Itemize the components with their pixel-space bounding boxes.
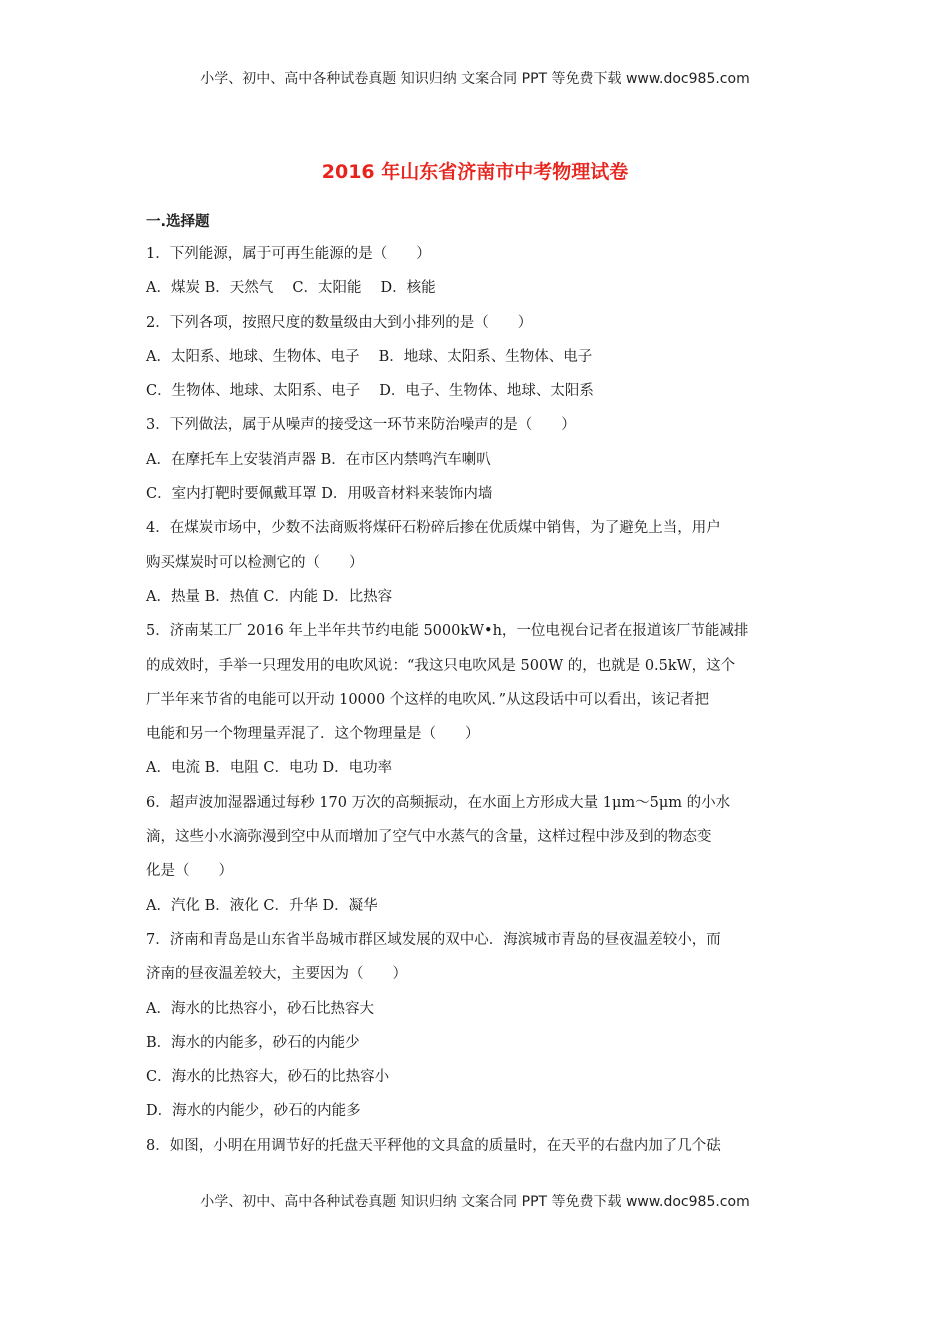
question-6-options: A．汽化 B．液化 C．升华 D．凝华	[146, 897, 378, 914]
question-3: 3．下列做法，属于从噪声的接受这一环节来防治噪声的是（ ）	[146, 417, 576, 434]
question-5-line-2: 的成效时，手举一只理发用的电吹风说：“我这只电吹风是 500W 的，也就是 0.5kW，这个	[146, 657, 736, 674]
question-3-options-ab: A．在摩托车上安装消声器 B．在市区内禁鸣汽车喇叭	[146, 451, 491, 468]
question-2: 2．下列各项，按照尺度的数量级由大到小排列的是（ ）	[146, 314, 533, 331]
question-6-line-3: 化是（ ）	[146, 863, 233, 880]
section-heading: 一.选择题	[146, 214, 210, 230]
question-4-options: A．热量 B．热值 C．内能 D．比热容	[146, 588, 393, 605]
question-5-line-4: 电能和另一个物理量弄混了．这个物理量是（ ）	[146, 726, 480, 743]
question-6-line-2: 滴，这些小水滴弥漫到空中从而增加了空气中水蒸气的含量，这样过程中涉及到的物态变	[146, 829, 712, 846]
question-7-line-1: 7．济南和青岛是山东省半岛城市群区域发展的双中心．海滨城市青岛的昼夜温差较小，而	[146, 931, 721, 948]
question-2-options-ab: A．太阳系、地球、生物体、电子 B．地球、太阳系、生物体、电子	[146, 348, 593, 365]
question-7-option-b: B．海水的内能多，砂石的内能少	[146, 1034, 360, 1051]
question-3-options-cd: C．室内打靶时要佩戴耳罩 D．用吸音材料来装饰内墙	[146, 486, 493, 503]
question-4-line-1: 4．在煤炭市场中，少数不法商贩将煤矸石粉碎后掺在优质煤中销售，为了避免上当，用户	[146, 520, 721, 537]
question-5-options: A．电流 B．电阻 C．电功 D．电功率	[146, 760, 393, 777]
question-6-line-1: 6．超声波加湿器通过每秒 170 万次的高频振动，在水面上方形成大量 1μm～5μm 的小水	[146, 794, 731, 811]
question-7-option-a: A．海水的比热容小，砂石比热容大	[146, 1000, 374, 1017]
question-7-line-2: 济南的昼夜温差较大，主要因为（ ）	[146, 966, 407, 983]
question-5-line-3: 厂半年来节省的电能可以开动 10000 个这样的电吹风．”从这段话中可以看出，该记者把	[146, 691, 710, 708]
question-1: 1．下列能源，属于可再生能源的是（ ）	[146, 246, 431, 262]
question-body	[146, 237, 810, 1163]
question-2-options-cd: C．生物体、地球、太阳系、电子 D．电子、生物体、地球、太阳系	[146, 383, 594, 400]
question-4-line-2: 购买煤炭时可以检测它的（ ）	[146, 554, 364, 571]
question-1-options: A．煤炭 B．天然气 C．太阳能 D．核能	[146, 280, 436, 297]
page-footer: 小学、初中、高中各种试卷真题 知识归纳 文案合同 PPT 等免费下载 www.doc985.com	[200, 1194, 750, 1210]
exam-title: 2016 年山东省济南市中考物理试卷	[321, 161, 629, 183]
question-7-option-c: C．海水的比热容大，砂石的比热容小	[146, 1069, 390, 1086]
question-7-option-d: D．海水的内能少，砂石的内能多	[146, 1103, 361, 1120]
page-header: 小学、初中、高中各种试卷真题 知识归纳 文案合同 PPT 等免费下载 www.doc985.com	[200, 71, 750, 87]
question-8-line-1: 8．如图，小明在用调节好的托盘天平秤他的文具盒的质量时，在天平的右盘内加了几个砝	[146, 1137, 721, 1154]
question-5-line-1: 5．济南某工厂 2016 年上半年共节约电能 5000kW•h，一位电视台记者在报道该厂节能减排	[146, 623, 749, 640]
